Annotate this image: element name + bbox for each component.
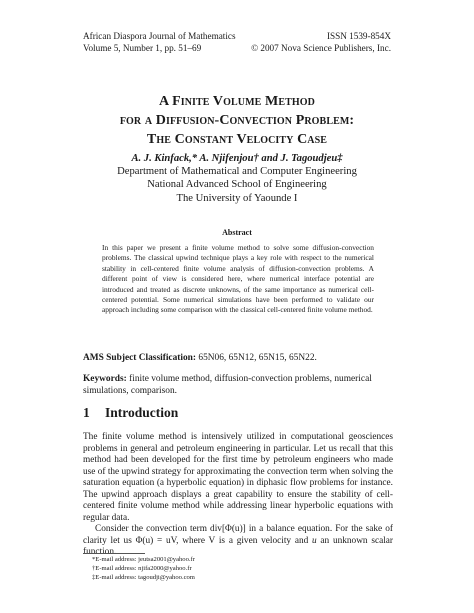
footnote-3: ‡E-mail address: tagoudji@yahoo.com (92, 574, 195, 581)
title-line-3: The Constant Velocity Case (146, 132, 328, 147)
affiliation-department: Department of Mathematical and Computer Engineering (117, 166, 357, 178)
running-header-right (251, 30, 391, 54)
abstract-text: In this paper we present a finite volume method to solve some diffusion-convection problems. The classical upwind technique plays a key role with respect to the numerical stability in cell-centered finite volume analysis of diffusion-convection problems. A different point of view is considered here, where numerical interface potential are introduced and treated as discrete unknowns, of the same importance as numerical cell-centered potential. Some numerical simulations have been performed to validate our approach including some comparison with the classical cell-centered finite volume method. (102, 243, 374, 315)
footnote-2: †E-mail address: njifa2000@yahoo.fr (92, 565, 192, 572)
journal-name: African Diaspora Journal of Mathematics (83, 31, 236, 41)
affiliation-university: The University of Yaounde I (176, 192, 298, 204)
keywords-value: finite volume method, diffusion-convection problems, numerical simulations, comparison. (83, 374, 372, 397)
keywords-label: Keywords: (83, 374, 127, 384)
body-text (83, 432, 393, 559)
title-line-2: for a Diffusion-Convection Problem: (119, 113, 355, 128)
author-block (60, 152, 414, 205)
title-line-1: A Finite Volume Method (159, 94, 315, 109)
ams-classification (83, 352, 393, 364)
paragraph-2-part-a: Consider the convection term div[Φ(u)] in a balance equation. For the sake of clarity let us Φ(u) = uV (83, 524, 393, 546)
section-number: 1 (83, 405, 90, 420)
copyright: © 2007 Nova Science Publishers, Inc. (251, 43, 391, 53)
volume-info: Volume 5, Number 1, pp. 51–69 (83, 43, 202, 53)
footnote-rule (83, 553, 145, 554)
running-header-left (83, 30, 236, 54)
keywords (83, 373, 393, 398)
section-heading (83, 405, 178, 421)
issn: ISSN 1539-854X (326, 31, 391, 41)
paragraph-2-part-c: an unknown scalar function. (83, 535, 394, 558)
ams-value: 65N06, 65N12, 65N15, 65N22. (198, 353, 317, 363)
paper-title (60, 92, 414, 149)
paragraph-2-variable: u (312, 535, 317, 546)
ams-label: AMS Subject Classification: (83, 353, 197, 363)
footnote-1: *E-mail address: jeutsa2001@yahoo.fr (92, 556, 195, 563)
paragraph-1: The finite volume method is intensively utilized in computational geosciences problems in general and petroleum engineering in particular. Let us recall that this method had been developed for the first time by petroleum engineers who made use of the upwind strategy for approximating the convection term when solving the saturation equation (a hyperbolic equation) in diphasic flow problems for instance. The upwind approach displays a great capability to ensure the stability of cell-centered finite volume method while addressing linear hyperbolic equations with regular data. (83, 432, 393, 523)
paragraph-2-part-b: , where V is a given velocity and (176, 535, 313, 546)
affiliation-school: National Advanced School of Engineering (147, 179, 327, 191)
abstract-heading: Abstract (222, 228, 252, 237)
section-title: Introduction (105, 405, 179, 420)
author-names: A. J. Kinfack,* A. Njifenjou† and J. Tagoudjeu‡ (131, 153, 343, 164)
